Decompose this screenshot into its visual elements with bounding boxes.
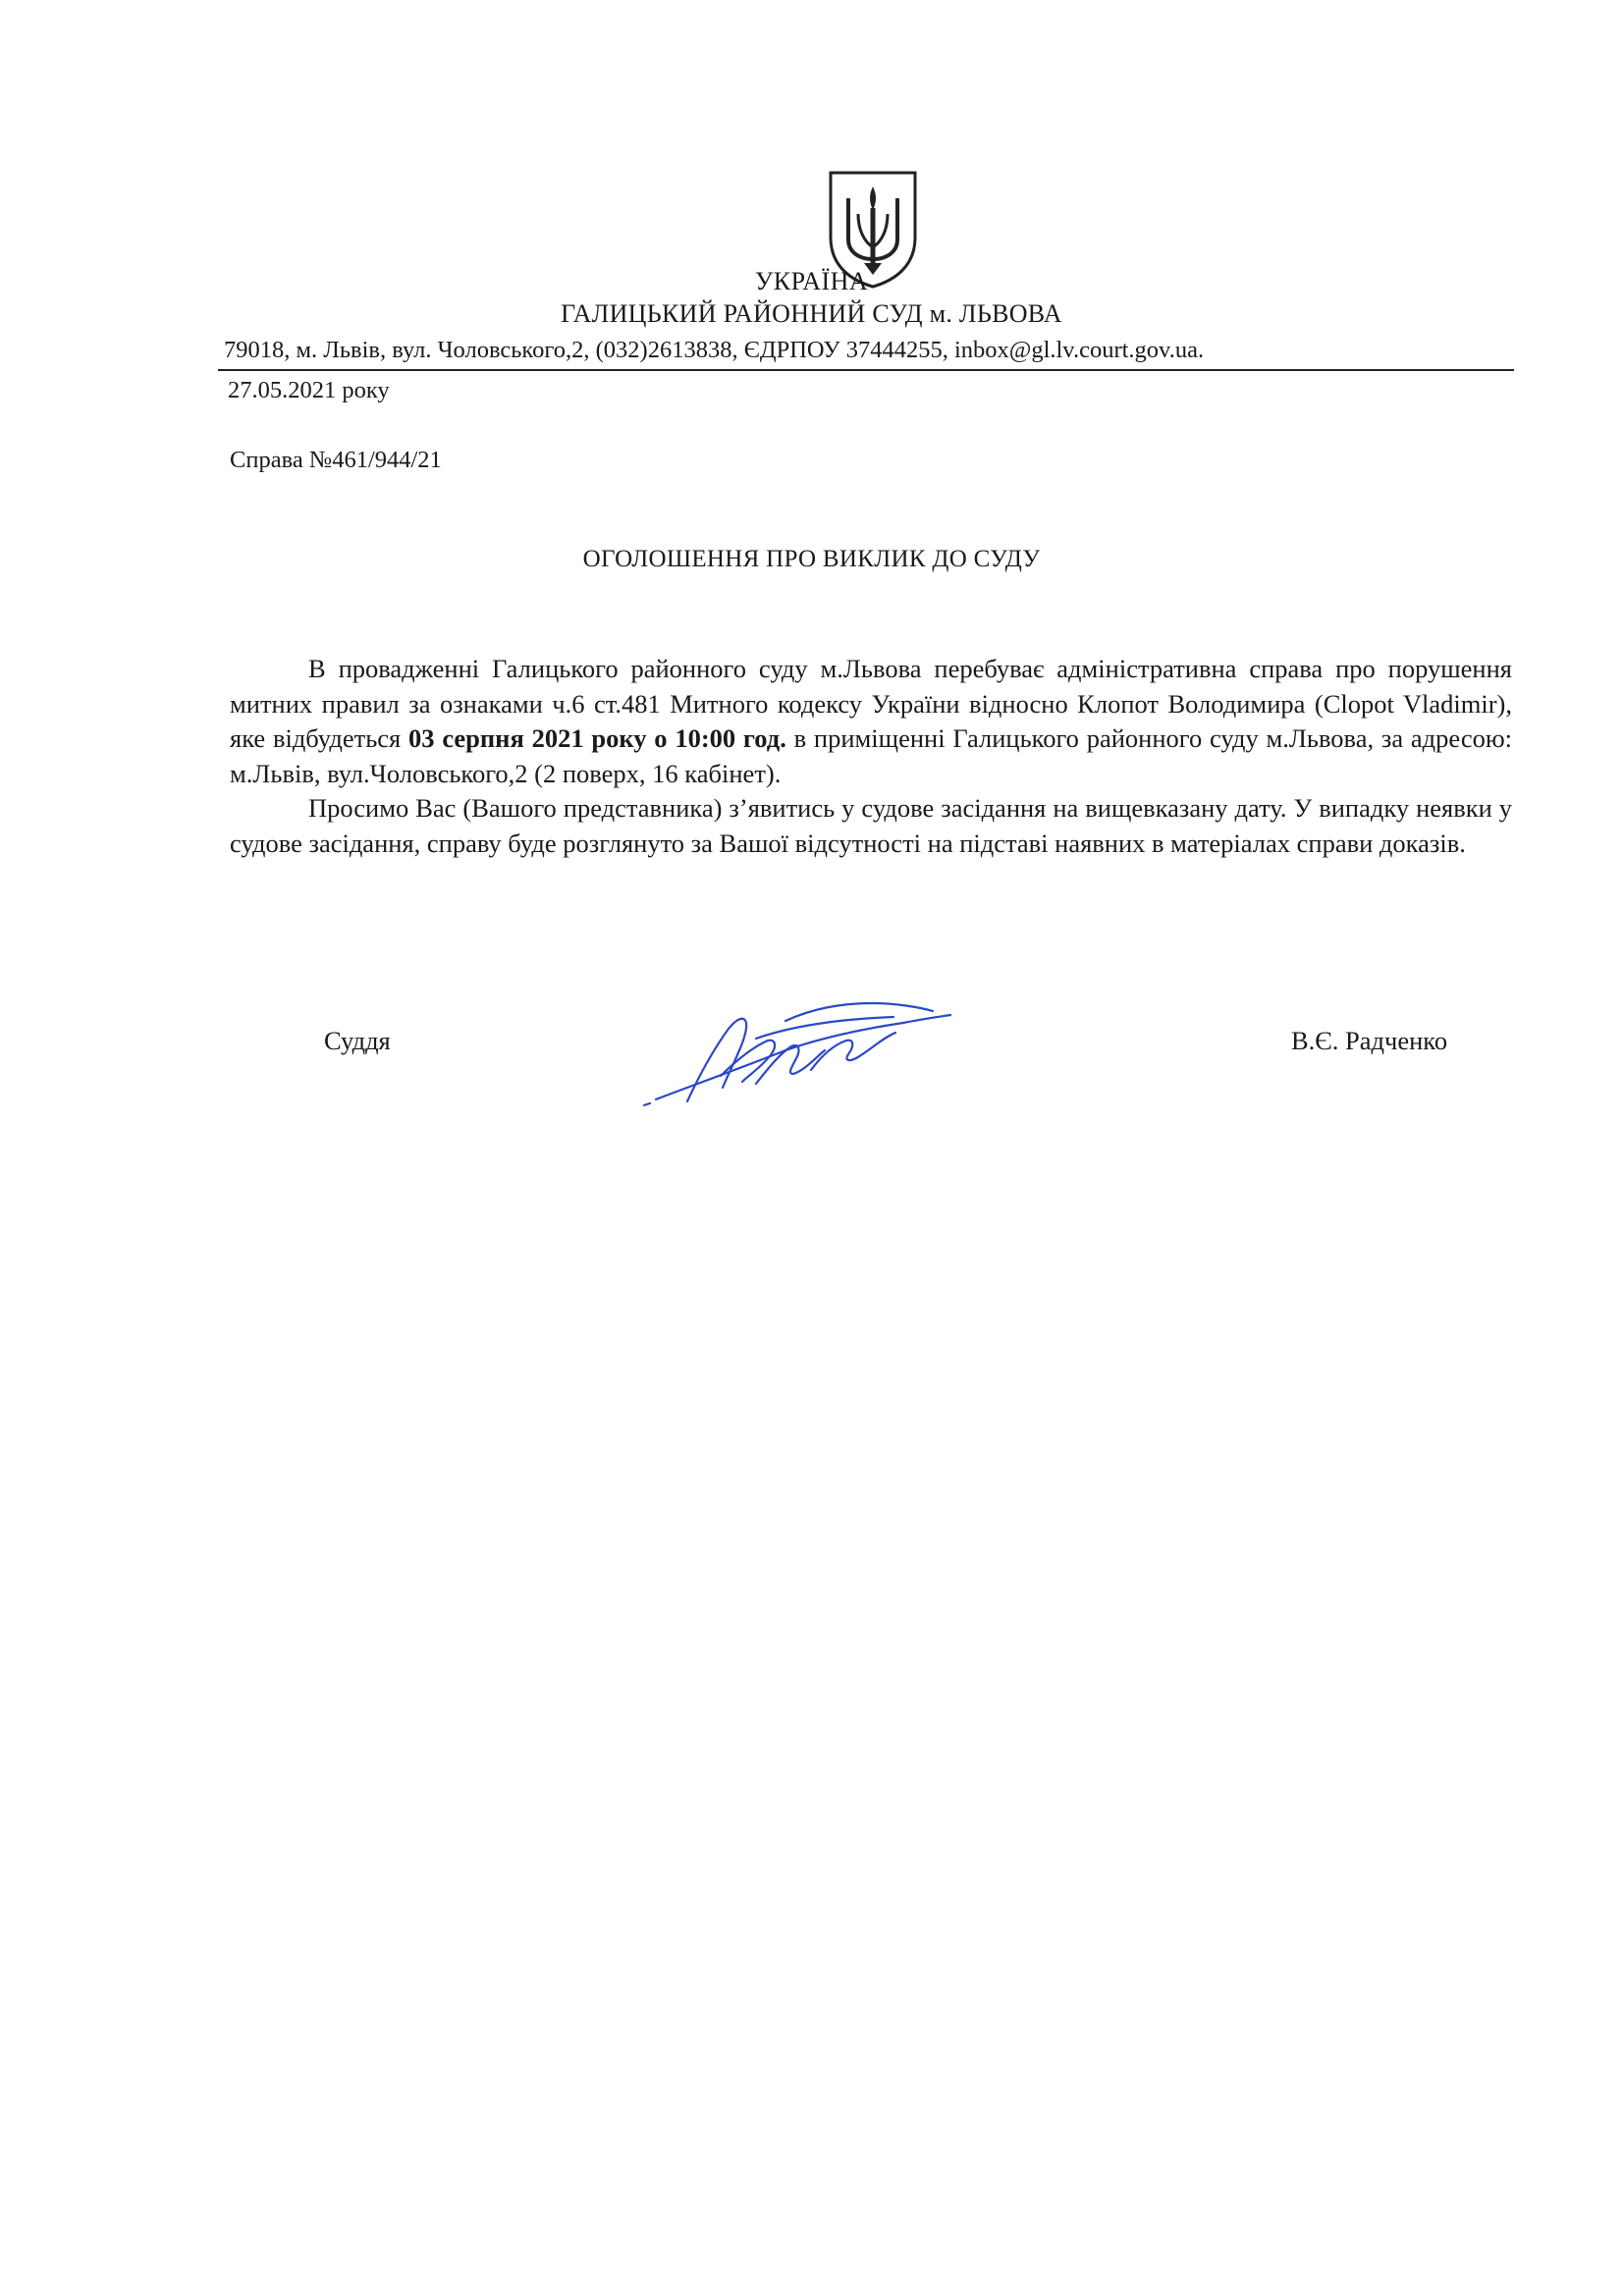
paragraph-1-text-a: В провадженні Галицького районного суду м.Львова перебуває адміністративна справа про порушення митних правил за ознаками ч.6 ст.481 Митного кодексу України відносно Клопот Володимира (Clopot Vladimir), яке відбудеться (230, 654, 1512, 753)
paragraph-1 (230, 652, 1512, 791)
judge-name: В.Є. Радченко (1291, 1026, 1448, 1055)
case-number: Справа №461/944/21 (230, 447, 442, 473)
header-divider (218, 369, 1514, 371)
handwritten-signature (638, 982, 962, 1119)
country-name: УКРАЇНА (754, 267, 869, 295)
document-date: 27.05.2021 року (228, 377, 390, 403)
hearing-datetime: 03 серпня 2021 року о 10:00 год. (408, 723, 786, 753)
document-title: ОГОЛОШЕННЯ ПРО ВИКЛИК ДО СУДУ (582, 546, 1041, 572)
court-address: 79018, м. Львів, вул. Чоловського,2, (032)2613838, ЄДРПОУ 37444255, inbox@gl.lv.court.gov.ua. (224, 337, 1205, 363)
paragraph-2: Просимо Вас (Вашого представника) з’явитись у судове засідання на вищевказану дату. У випадку неявки у судове засідання, справу буде розглянуто за Вашої відсутності на підставі наявних в матеріалах справи доказів. (230, 793, 1512, 858)
judge-role: Суддя (324, 1026, 391, 1055)
court-name: ГАЛИЦЬКИЙ РАЙОННИЙ СУД м. ЛЬВОВА (561, 299, 1062, 328)
paragraph-1-text-b: в приміщенні Галицького районного суду м.Львова, за адресою: м.Львів, вул.Чоловського,2 (2 поверх, 16 кабінет). (230, 723, 1512, 788)
document-body (230, 652, 1512, 861)
